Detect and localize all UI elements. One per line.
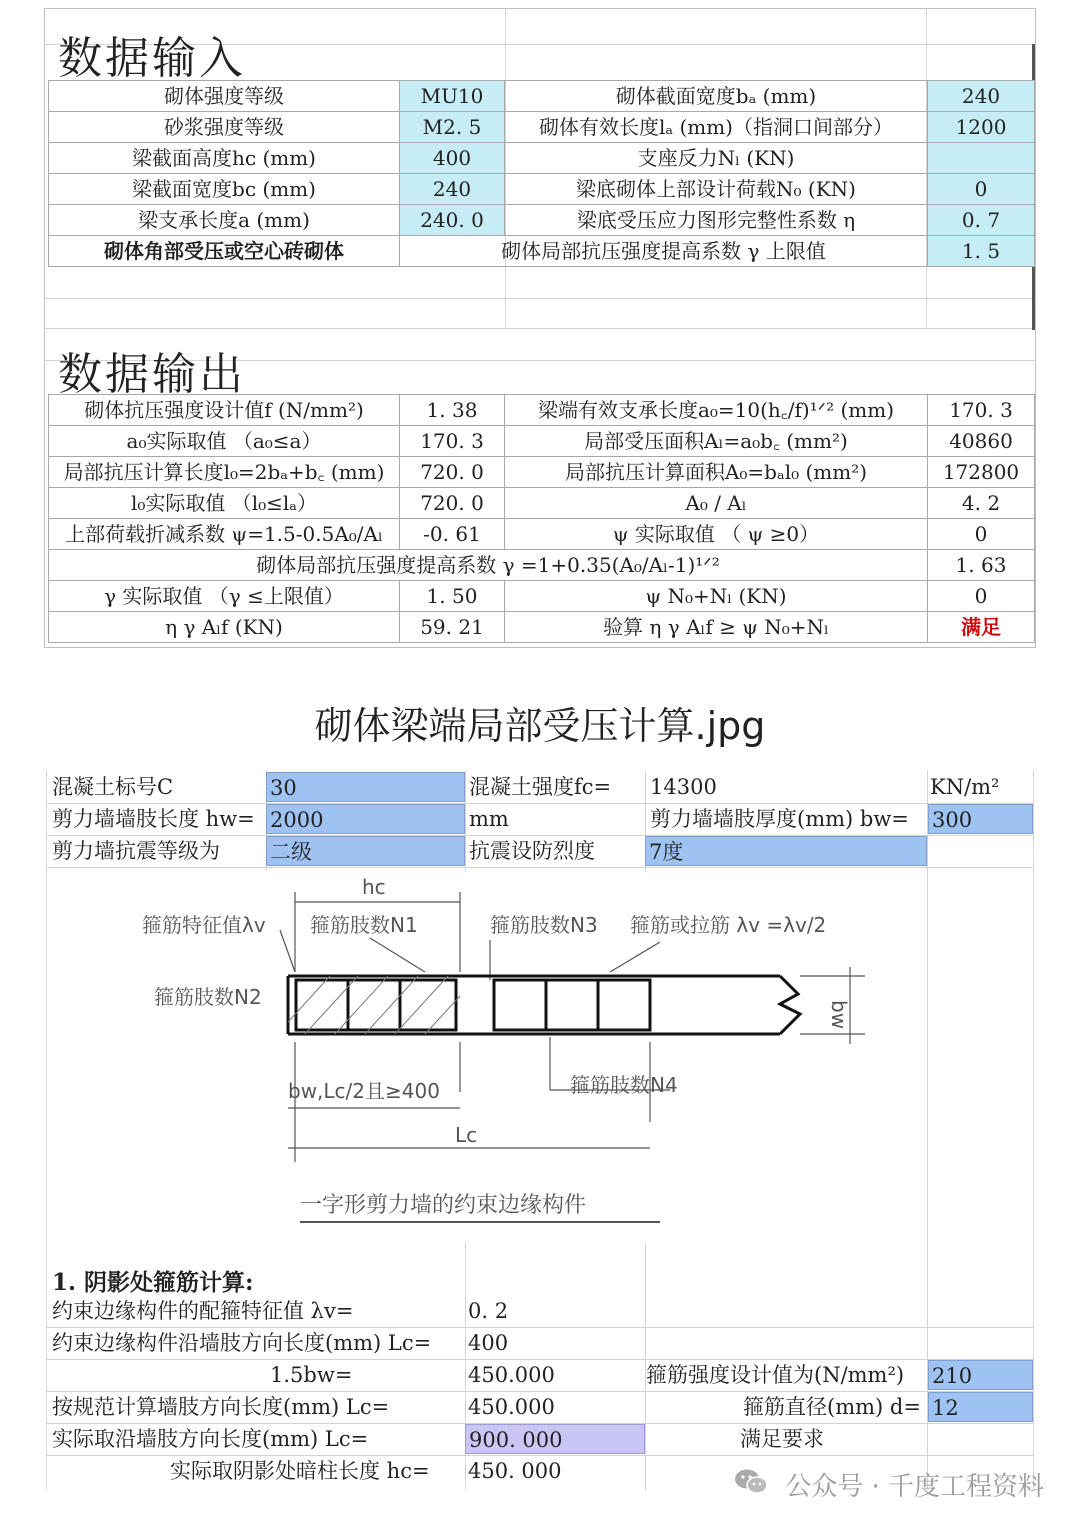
code-lc-value: 450.000 [468,1395,555,1419]
actual-lc-label: 实际取沿墙肢方向长度(mm) Lc= [52,1427,369,1451]
seismic-intensity-input[interactable]: 7度 [645,836,927,866]
n3-label: 箍筋肢数N3 [490,913,598,937]
input-row [49,143,1035,174]
check-result: 满足要求 [740,1427,824,1451]
output-row [49,457,1035,488]
hc-label: hc [362,875,386,899]
wall-row-1 [46,772,1034,804]
output-label: η γ Aₗf (KN) [49,612,400,643]
actual-lc-input[interactable]: 900. 000 [465,1424,645,1454]
output-value: 720. 0 [400,457,505,488]
seismic-grade-input[interactable]: 二级 [266,836,465,866]
stirrup-strength-input[interactable]: 210 [928,1360,1033,1390]
1-5bw-label: 1.5bw= [270,1363,353,1387]
input-label: 梁支承长度a (mm) [49,205,400,236]
input-label: 梁底砌体上部设计荷载N₀ (KN) [505,174,928,205]
output-value: 4. 2 [928,488,1035,519]
calc-title: 1. 阴影处箍筋计算: [52,1269,254,1296]
wall-row-2 [46,804,1034,836]
wall-thickness-label: 剪力墙墙肢厚度(mm) bw= [650,807,909,831]
output-row [49,488,1035,519]
output-label: A₀ / Aₗ [505,488,928,519]
input-value-cell[interactable] [928,143,1035,174]
output-value: 59. 21 [400,612,505,643]
output-row [49,612,1035,643]
lv-half-label: 箍筋或拉筋 λv =λv/2 [630,913,827,937]
output-value: 40860 [928,426,1035,457]
hc-actual-label: 实际取阴影处暗柱长度 hc= [170,1459,430,1483]
output-value: -0. 61 [400,519,505,550]
input-value-cell[interactable]: 0 [928,174,1035,205]
wechat-icon [734,1468,768,1496]
output-value: 170. 3 [928,395,1035,426]
boundary-element-diagram [130,872,890,1242]
output-value: 1. 38 [400,395,505,426]
wall-length-input[interactable]: 2000 [266,804,465,834]
concrete-grade-input[interactable]: 30 [266,772,465,802]
output-table [48,394,1035,643]
lc-min-value: 400 [468,1331,509,1355]
calc-row-3 [46,1360,1034,1392]
input-label: 砌体有效长度lₐ (mm)（指洞口间部分） [505,112,928,143]
output-row [49,395,1035,426]
output-value: 720. 0 [400,488,505,519]
gamma-limit-input[interactable]: 1. 5 [928,236,1035,267]
lc-label: Lc [455,1123,478,1147]
sheet-hline-2 [44,298,1036,299]
calc-row-2 [46,1328,1034,1360]
bw-label: bw [827,1000,851,1030]
lambda-v-value: 0. 2 [468,1299,509,1323]
output-value: 1. 50 [400,581,505,612]
output-row [49,519,1035,550]
input-value-cell[interactable]: 400 [400,143,505,174]
calc-row-1 [46,1296,1034,1328]
input-value-cell[interactable]: MU10 [400,81,505,112]
gamma-value: 1. 63 [928,550,1035,581]
watermark-text: 公众号 · 千度工程资料 [785,1472,1044,1502]
input-row [49,174,1035,205]
output-row [49,426,1035,457]
input-label: 砂浆强度等级 [49,112,400,143]
concrete-strength-value: 14300 [650,775,717,799]
stirrup-diameter-input[interactable]: 12 [928,1392,1033,1422]
output-label: 局部受压面积Aₗ=a₀b꜀ (mm²) [505,426,928,457]
input-value-cell[interactable]: 240 [928,81,1035,112]
diagram-title: 一字形剪力墙的约束边缘构件 [300,1193,587,1218]
input-table [48,80,1035,267]
input-value-cell[interactable]: 240 [400,174,505,205]
input-label: 梁底受压应力图形完整性系数 η [505,205,928,236]
sheet-hline-3 [44,328,1036,329]
n1-label: 箍筋肢数N1 [310,913,418,937]
code-lc-label: 按规范计算墙肢方向长度(mm) Lc= [52,1395,390,1419]
output-label: 砌体抗压强度设计值f (N/mm²) [49,395,400,426]
concrete-strength-label: 混凝土强度fc= [469,775,612,799]
n4-label: 箍筋肢数N4 [570,1073,678,1097]
output-value: 0 [928,519,1035,550]
input-value-cell[interactable]: 1200 [928,112,1035,143]
calc-row-5 [46,1424,1034,1456]
hc-actual-value: 450. 000 [468,1459,562,1483]
lc-min-label: 约束边缘构件沿墙肢方向长度(mm) Lc= [52,1331,432,1355]
gamma-formula-label: 砌体局部抗压强度提高系数 γ =1+0.35(A₀/Aₗ-1)¹ᐟ² [49,550,928,581]
n2-label: 箍筋肢数N2 [154,985,262,1009]
input-section-title: 数据输入 [58,33,246,84]
output-label: a₀实际取值 （a₀≤a） [49,426,400,457]
input-row [49,205,1035,236]
gamma-limit-label: 砌体局部抗压强度提高系数 γ 上限值 [400,236,928,267]
input-value-cell[interactable]: M2. 5 [400,112,505,143]
concrete-grade-label: 混凝土标号C [52,775,174,799]
wall-length-unit: mm [469,807,509,831]
bw-lc-label: bw,Lc/2且≥400 [288,1079,440,1103]
output-label: l₀实际取值 （l₀≤lₐ） [49,488,400,519]
output-label: γ 实际取值 （γ ≤上限值） [49,581,400,612]
output-value: 172800 [928,457,1035,488]
seismic-intensity-label: 抗震设防烈度 [469,839,595,863]
output-value: 170. 3 [400,426,505,457]
input-label: 梁截面高度hᴄ (mm) [49,143,400,174]
stirrup-strength-label: 箍筋强度设计值为(N/mm²) [646,1363,905,1387]
input-label: 砌体截面宽度bₐ (mm) [505,81,928,112]
input-value-cell[interactable]: 240. 0 [400,205,505,236]
output-label: 梁端有效支承长度a₀=10(h꜀/f)¹ᐟ² (mm) [505,395,928,426]
check-status: 满足 [928,612,1035,643]
input-value-cell[interactable]: 0. 7 [928,205,1035,236]
input-row [49,81,1035,112]
wall-length-label: 剪力墙墙肢长度 hw= [52,807,255,831]
wall-row-3 [46,836,1034,868]
seismic-grade-label: 剪力墙抗震等级为 [52,839,220,863]
output-label: 上部荷载折减系数 ψ=1.5-0.5A₀/Aₗ [49,519,400,550]
output-label: ψ 实际取值 （ ψ ≥0） [505,519,928,550]
stirrup-char-label: 箍筋特征值λv [142,913,266,937]
input-label: 砌体强度等级 [49,81,400,112]
corner-compression-label: 砌体角部受压或空心砖砌体 [49,236,400,267]
image-caption: 砌体梁端局部受压计算.jpg [314,704,766,748]
output-row-gamma [49,550,1035,581]
1-5bw-value: 450.000 [468,1363,555,1387]
lambda-v-label: 约束边缘构件的配箍特征值 λv= [52,1299,354,1323]
output-value: 0 [928,581,1035,612]
output-section-title: 数据输出 [58,349,246,400]
wall-thickness-input[interactable]: 300 [928,804,1033,834]
output-label: 局部抗压计算面积A₀=bₐl₀ (mm²) [505,457,928,488]
output-row [49,581,1035,612]
input-label: 梁截面宽度bᴄ (mm) [49,174,400,205]
input-row-corner [49,236,1035,267]
concrete-strength-unit: KN/m² [930,775,1000,799]
input-row [49,112,1035,143]
output-label: ψ N₀+Nₗ (KN) [505,581,928,612]
calc-row-4 [46,1392,1034,1424]
input-label: 支座反力Nₗ (KN) [505,143,928,174]
stirrup-diameter-label: 箍筋直径(mm) d= [743,1395,921,1419]
output-label: 局部抗压计算长度l₀=2bₐ+b꜀ (mm) [49,457,400,488]
output-label: 验算 η γ Aₗf ≥ ψ N₀+Nₗ [505,612,928,643]
